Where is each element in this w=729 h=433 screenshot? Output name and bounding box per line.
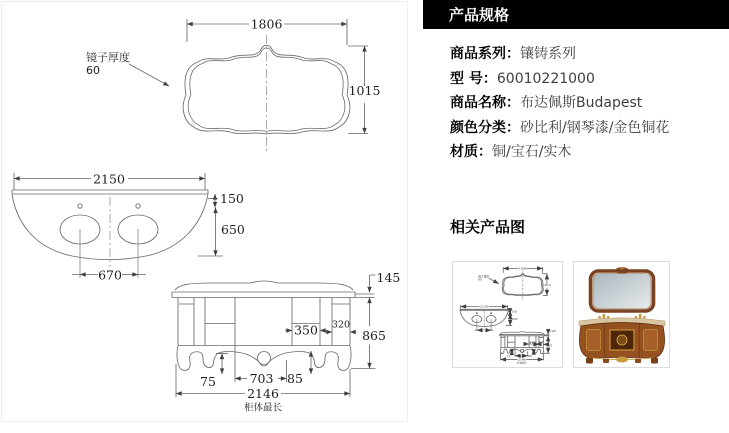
spec-row-color [450, 119, 669, 138]
spec-list [450, 45, 669, 168]
related-products-heading: 相关产品图 [450, 218, 526, 236]
technical-drawing-panel [1, 1, 408, 422]
vanity-mirror [591, 267, 654, 311]
spec-row-model [450, 70, 669, 89]
spec-label: 商品系列： [450, 46, 520, 62]
spec-label: 材质： [450, 144, 492, 161]
spec-value: 60010221000 [496, 70, 595, 87]
spec-label: 型 号： [450, 70, 497, 87]
spec-value: 铜/宝石/实木 [492, 144, 572, 161]
spec-value: 布达佩斯Budapest [520, 95, 643, 112]
spec-value: 砂比利/钢琴漆/金色铜花 [520, 119, 670, 136]
spec-label: 颜色分类： [450, 119, 520, 136]
spec-row-series [450, 45, 669, 64]
spec-row-name [450, 94, 669, 113]
spec-row-material [450, 143, 669, 162]
technical-drawing [2, 2, 407, 420]
thumbnail-product-photo[interactable] [573, 261, 670, 368]
spec-label: 商品名称： [450, 95, 520, 112]
spec-header [423, 0, 729, 29]
thumbnail-technical-drawing[interactable] [452, 261, 563, 368]
technical-drawing-thumb-image [456, 263, 559, 366]
spec-title: 产品规格 [449, 6, 510, 24]
spec-value: 镶铸系列 [520, 46, 576, 62]
product-photo-image [574, 262, 669, 367]
vanity-cabinet [579, 314, 665, 364]
